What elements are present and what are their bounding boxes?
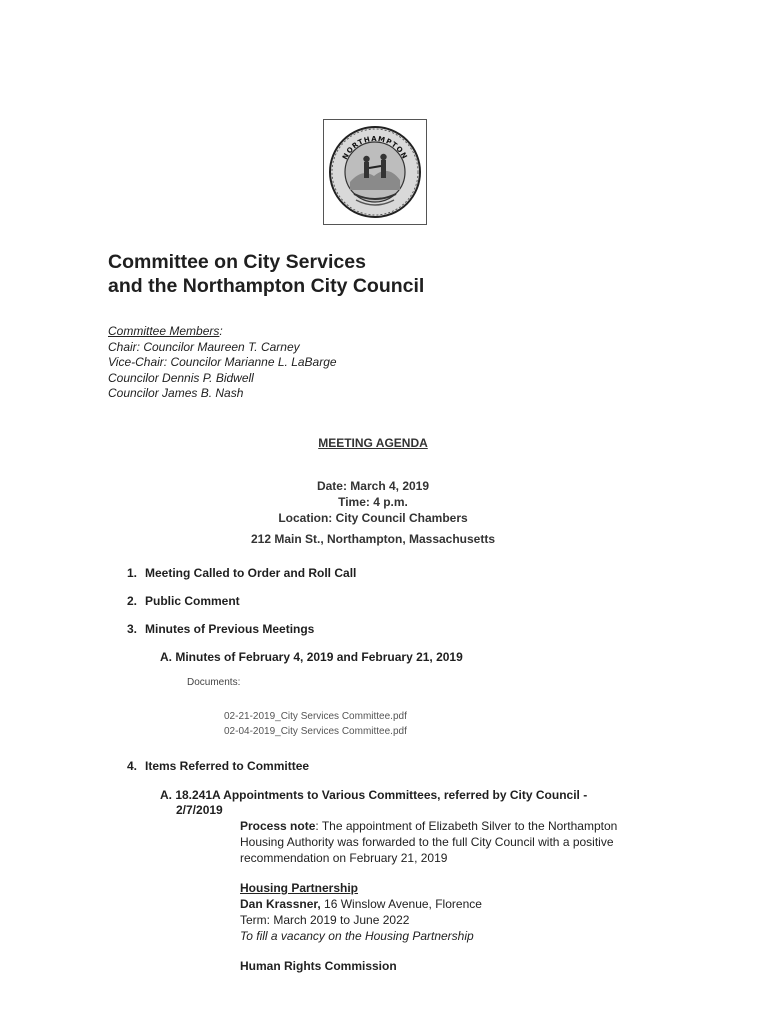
item-label: Public Comment: [145, 594, 240, 608]
title-line-1: Committee on City Services: [108, 251, 366, 273]
city-seal-icon: [324, 120, 426, 224]
meeting-location: Location: City Council Chambers: [278, 511, 468, 525]
appointee-term: Term: March 2019 to June 2022: [240, 913, 410, 927]
minutes-subitem: A. Minutes of February 4, 2019 and February 21, 2019: [160, 650, 463, 664]
agenda-item-4: [127, 759, 309, 774]
housing-partnership-block: [240, 880, 640, 944]
meeting-time: Time: 4 p.m.: [338, 495, 408, 509]
member-vice-chair: Vice-Chair: Councilor Marianne L. LaBarge: [108, 355, 337, 369]
meeting-date: Date: March 4, 2019: [316, 479, 430, 493]
document-link-feb-21[interactable]: 02-21-2019_City Services Committee.pdf: [224, 711, 407, 722]
meeting-agenda-heading: MEETING AGENDA: [318, 436, 428, 450]
item-number: 3.: [127, 622, 138, 636]
agenda-item-1: [127, 566, 356, 581]
meeting-address: 212 Main St., Northampton, Massachusetts: [250, 532, 496, 546]
item-label: Meeting Called to Order and Roll Call: [145, 566, 357, 580]
item-label: Minutes of Previous Meetings: [145, 622, 315, 636]
agenda-item-3: [127, 622, 314, 637]
members-header-colon: :: [219, 324, 223, 338]
housing-partnership-heading: Housing Partnership: [240, 881, 359, 895]
item-number: 2.: [127, 594, 138, 608]
process-note-text: : The appointment of Elizabeth Silver to the Northampton Housing Authority was forwarded to the full City Council with a positive recommendation on February 21, 2019: [240, 819, 618, 865]
item-number: 1.: [127, 566, 138, 580]
appointee-name: Dan Krassner,: [240, 897, 321, 911]
meeting-details: [0, 478, 746, 547]
human-rights-heading: [240, 958, 640, 974]
item-label: Items Referred to Committee: [145, 759, 310, 773]
page-title: [108, 250, 424, 298]
seal-lettering: NORTHAMPTON: [340, 134, 410, 161]
member-bidwell: Councilor Dennis P. Bidwell: [108, 370, 254, 385]
city-seal: [323, 119, 427, 225]
appointee-address: 16 Winslow Avenue, Florence: [320, 897, 482, 911]
process-note: [240, 818, 640, 866]
appointee-line: [240, 896, 640, 912]
item-number: 4.: [127, 759, 138, 773]
documents-label: Documents:: [187, 677, 241, 688]
human-rights-heading-text: Human Rights Commission: [240, 959, 397, 973]
vacancy-note: To fill a vacancy on the Housing Partnership: [240, 929, 474, 943]
agenda-item-2: [127, 594, 240, 609]
member-nash: Councilor James B. Nash: [108, 386, 244, 400]
member-chair: Chair: Councilor Maureen T. Carney: [108, 339, 300, 354]
title-line-2: and the Northampton City Council: [108, 275, 425, 297]
committee-members: [108, 324, 337, 402]
document-link-feb-04[interactable]: 02-04-2019_City Services Committee.pdf: [224, 726, 407, 737]
process-note-label: Process note: [240, 819, 316, 833]
appointments-subitem: A. 18.241A Appointments to Various Committees, referred by City Council - 2/7/2019: [160, 788, 588, 817]
members-header: Committee Members: [108, 324, 220, 338]
